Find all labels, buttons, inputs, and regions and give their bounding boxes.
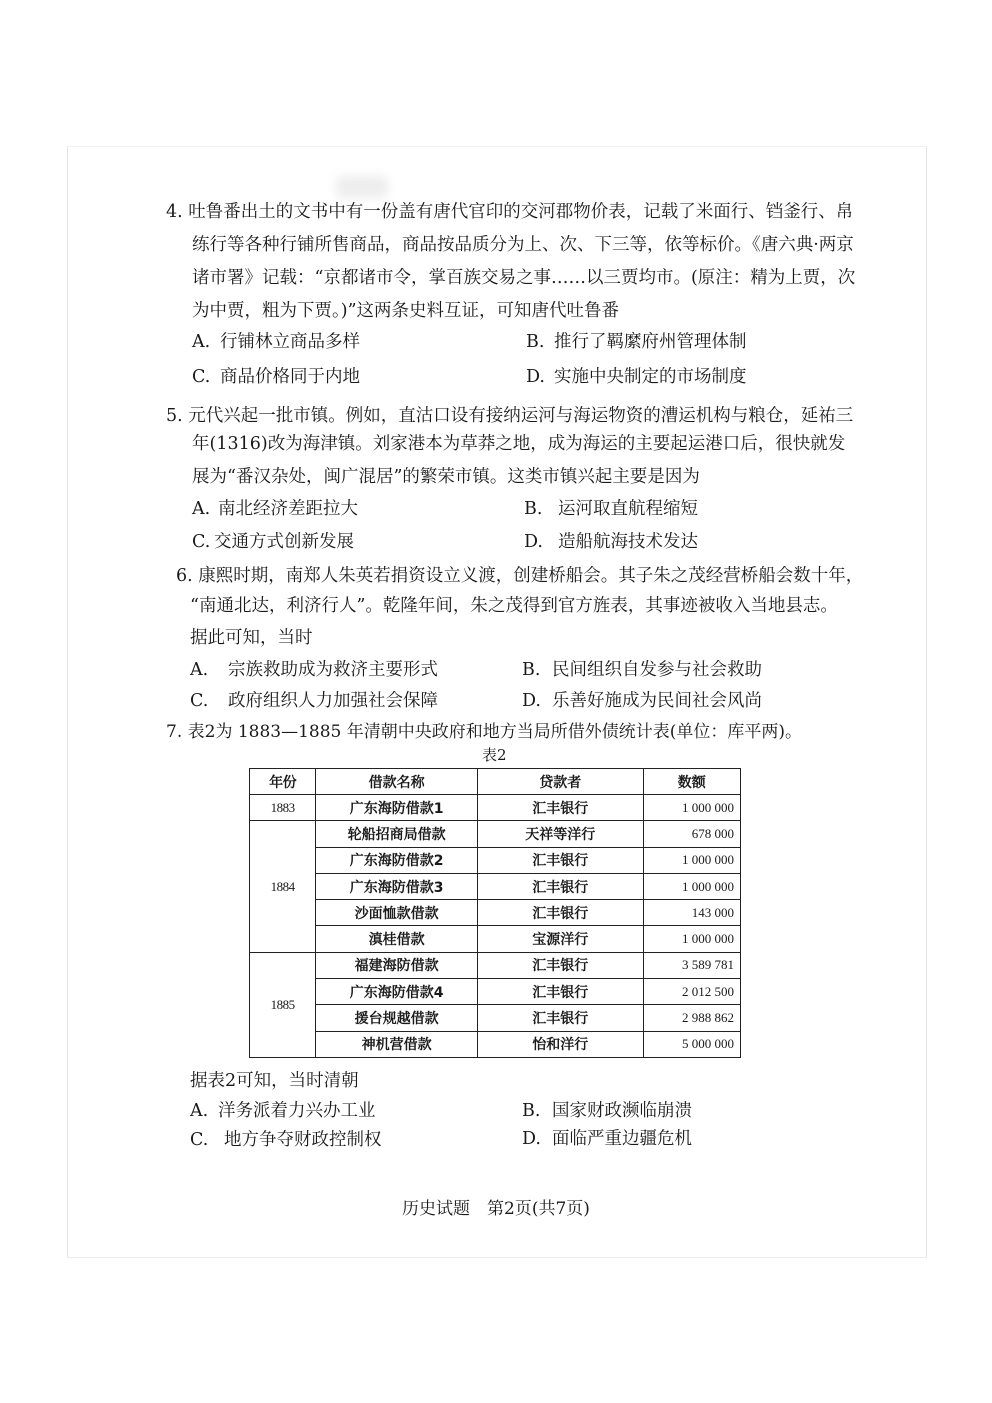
lender-cell: 汇丰银行 [477,847,643,873]
option-letter: B. [522,1101,541,1121]
option-text: 造船航海技术发达 [558,532,698,552]
loan-name-cell: 援台规越借款 [316,1005,478,1031]
q5-line-3: 展为“番汉杂处，闽广混居”的繁荣市镇。这类市镇兴起主要是因为 [192,467,700,487]
q6-option-d[interactable] [522,689,762,713]
amount-cell: 1 000 000 [643,795,740,821]
lender-cell: 汇丰银行 [477,795,643,821]
option-text: 推行了羁縻府州管理体制 [554,332,747,352]
header-lender: 贷款者 [477,769,643,795]
table-row [250,952,741,978]
amount-cell: 143 000 [643,900,740,926]
option-text: 南北经济差距拉大 [218,499,358,519]
header-loan-name: 借款名称 [316,769,478,795]
amount-cell: 1 000 000 [643,873,740,899]
q6-line-2: “南通北达，利济行人”。乾隆年间，朱之茂得到官方旌表，其事迹被收入当地县志。 [190,596,838,616]
q6-line-1: 6. 康熙时期，南郑人朱英若捐资设立义渡，创建桥船会。其子朱之茂经营桥船会数十年， [176,566,864,586]
option-text: 商品价格同于内地 [220,367,360,387]
amount-cell: 2 988 862 [643,1005,740,1031]
q6-line-3: 据此可知，当时 [190,628,313,648]
amount-cell: 678 000 [643,821,740,847]
year-cell: 1884 [250,821,316,952]
q7-prompt: 据表2可知，当时清朝 [190,1071,359,1091]
q4-line-4: 为中贾，粗为下贾。)”这两条史料互证，可知唐代吐鲁番 [192,301,620,321]
option-text: 乐善好施成为民间社会风尚 [552,691,762,711]
lender-cell: 宝源洋行 [477,926,643,952]
q7-option-c[interactable] [190,1128,382,1152]
option-letter: A. [190,1101,209,1121]
q5-option-b[interactable] [524,497,698,521]
option-letter: B. [524,499,543,519]
option-letter: B. [526,332,545,352]
lender-cell: 汇丰银行 [477,900,643,926]
loan-name-cell: 神机营借款 [316,1031,478,1057]
q6-option-b[interactable] [522,658,762,682]
lender-cell: 天祥等洋行 [477,821,643,847]
table-row [250,821,741,847]
option-letter: C. [190,691,209,711]
header-amount: 数额 [643,769,740,795]
table-row [250,795,741,821]
q4-option-d[interactable] [526,365,747,389]
option-letter: C. [192,367,211,387]
loan-name-cell: 福建海防借款 [316,952,478,978]
q4-line-2: 练行等各种行铺所售商品，商品按品质分为上、次、下三等，依等标价。《唐六典·两京 [192,235,854,255]
q5-option-a[interactable] [192,497,358,521]
q4-option-a[interactable] [192,330,360,354]
lender-cell: 汇丰银行 [477,979,643,1005]
lender-cell: 汇丰银行 [477,952,643,978]
option-text: 国家财政濒临崩溃 [552,1101,692,1121]
loan-table [249,768,741,1058]
loan-name-cell: 滇桂借款 [316,926,478,952]
amount-cell: 1 000 000 [643,926,740,952]
loan-name-cell: 轮船招商局借款 [316,821,478,847]
option-letter: D. [524,532,543,552]
q6-option-c[interactable] [190,689,438,713]
q7-stem: 7. 表2为 1883—1885 年清朝中央政府和地方当局所借外债统计表(单位：库平两)。 [166,722,803,742]
q4-option-c[interactable] [192,365,360,389]
option-text: 行铺林立商品多样 [220,332,360,352]
option-letter: C. [192,532,211,552]
amount-cell: 2 012 500 [643,979,740,1005]
option-letter: A. [192,332,211,352]
table-row [250,1031,741,1057]
table-header-row [250,769,741,795]
q5-option-d[interactable] [524,530,698,554]
q6-option-a[interactable] [190,658,438,682]
option-letter: A. [190,660,209,680]
option-letter: D. [526,367,545,387]
q5-line-2: 年(1316)改为海津镇。刘家港本为草莽之地，成为海运的主要起运港口后，很快就发 [192,434,846,454]
option-text: 政府组织人力加强社会保障 [228,691,438,711]
table-row [250,1005,741,1031]
option-text: 民间组织自发参与社会救助 [552,660,762,680]
option-text: 实施中央制定的市场制度 [554,367,747,387]
page-footer: 历史试题 第2页(共7页) [402,1199,590,1219]
option-letter: B. [522,660,541,680]
q7-option-a[interactable] [190,1099,376,1123]
option-text: 交通方式创新发展 [214,532,354,552]
table-row [250,926,741,952]
lender-cell: 汇丰银行 [477,1005,643,1031]
loan-name-cell: 广东海防借款4 [316,979,478,1005]
option-letter: C. [190,1130,209,1150]
q5-option-c[interactable] [192,530,354,554]
year-cell: 1885 [250,952,316,1057]
option-text: 宗族救助成为救济主要形式 [228,660,438,680]
loan-name-cell: 广东海防借款1 [316,795,478,821]
blurred-mark [336,176,388,198]
loan-name-cell: 沙面恤款借款 [316,900,478,926]
option-letter: D. [522,691,541,711]
loan-name-cell: 广东海防借款2 [316,847,478,873]
amount-cell: 3 589 781 [643,952,740,978]
q4-line-1: 4. 吐鲁番出土的文书中有一份盖有唐代官印的交河郡物价表，记载了米面行、铛釜行、帛 [166,202,854,222]
q7-option-b[interactable] [522,1099,692,1123]
table-row [250,900,741,926]
amount-cell: 5 000 000 [643,1031,740,1057]
option-text: 洋务派着力兴办工业 [218,1101,376,1121]
option-letter: D. [522,1129,541,1149]
q7-option-d[interactable] [522,1127,692,1151]
table-caption: 表2 [482,746,507,764]
table-row [250,847,741,873]
year-cell: 1883 [250,795,316,821]
loan-name-cell: 广东海防借款3 [316,873,478,899]
table-row [250,979,741,1005]
option-text: 面临严重边疆危机 [552,1129,692,1149]
table-row [250,873,741,899]
q4-line-3: 诸市署》记载：“京都诸市令，掌百族交易之事……以三贾均市。(原注：精为上贾，次 [192,268,856,288]
lender-cell: 汇丰银行 [477,873,643,899]
option-text: 运河取直航程缩短 [558,499,698,519]
header-year: 年份 [250,769,316,795]
lender-cell: 怡和洋行 [477,1031,643,1057]
q4-option-b[interactable] [526,330,747,354]
amount-cell: 1 000 000 [643,847,740,873]
option-text: 地方争夺财政控制权 [224,1130,382,1150]
option-letter: A. [192,499,211,519]
q5-line-1: 5. 元代兴起一批市镇。例如，直沽口设有接纳运河与海运物资的漕运机构与粮仓，延祐三 [166,406,854,426]
